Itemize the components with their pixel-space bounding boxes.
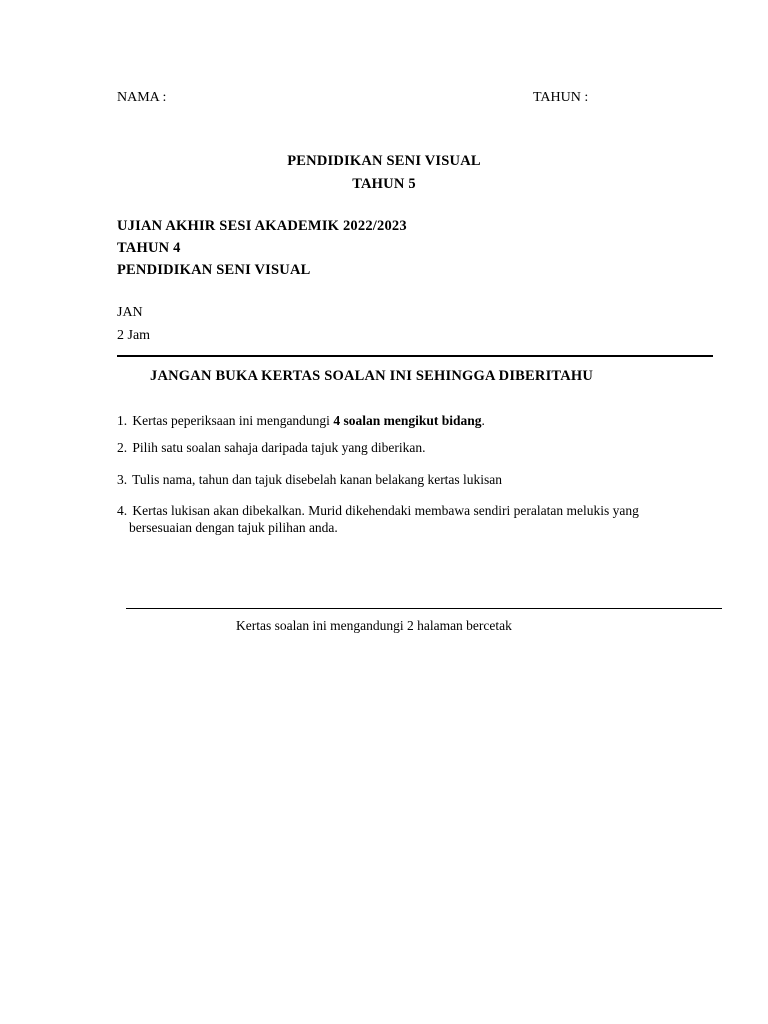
instruction-item-4 [117, 502, 677, 536]
page-title-subject: PENDIDIKAN SENI VISUAL [287, 153, 481, 169]
instruction-text: Tulis nama, tahun dan tajuk disebelah kanan belakang kertas lukisan [132, 472, 503, 487]
footer-note: Kertas soalan ini mengandungi 2 halaman bercetak [236, 618, 512, 633]
instruction-item-1 [117, 412, 677, 429]
year-label: TAHUN : [533, 90, 589, 105]
instruction-number: 3. [117, 472, 128, 487]
instruction-text: Kertas lukisan akan dibekalkan. Murid dikehendaki membawa sendiri peralatan melukis yang [132, 503, 639, 518]
bottom-divider [126, 608, 722, 609]
top-divider [117, 355, 713, 357]
instruction-suffix: . [481, 413, 485, 428]
exam-duration: 2 Jam [117, 328, 151, 343]
instruction-emphasis: 4 soalan mengikut bidang [333, 413, 482, 428]
name-label: NAMA : [117, 90, 167, 105]
page-title-grade: TAHUN 5 [352, 176, 416, 192]
instruction-text: Kertas peperiksaan ini mengandungi [132, 413, 334, 428]
instruction-number: 4. [117, 503, 128, 518]
instruction-number: 1. [117, 413, 128, 428]
instruction-text: Pilih satu soalan sahaja daripada tajuk yang diberikan. [132, 440, 426, 455]
warning-text: JANGAN BUKA KERTAS SOALAN INI SEHINGGA DIBERITAHU [150, 368, 594, 384]
instruction-number: 2. [117, 440, 128, 455]
instruction-item-2 [117, 439, 677, 456]
exam-name: UJIAN AKHIR SESI AKADEMIK 2022/2023 [117, 218, 407, 234]
instruction-continuation: bersesuaian dengan tajuk pilihan anda. [129, 520, 338, 535]
exam-subject: PENDIDIKAN SENI VISUAL [117, 262, 311, 278]
instruction-item-3 [117, 471, 677, 488]
exam-month: JAN [117, 305, 143, 320]
exam-year: TAHUN 4 [117, 240, 181, 256]
